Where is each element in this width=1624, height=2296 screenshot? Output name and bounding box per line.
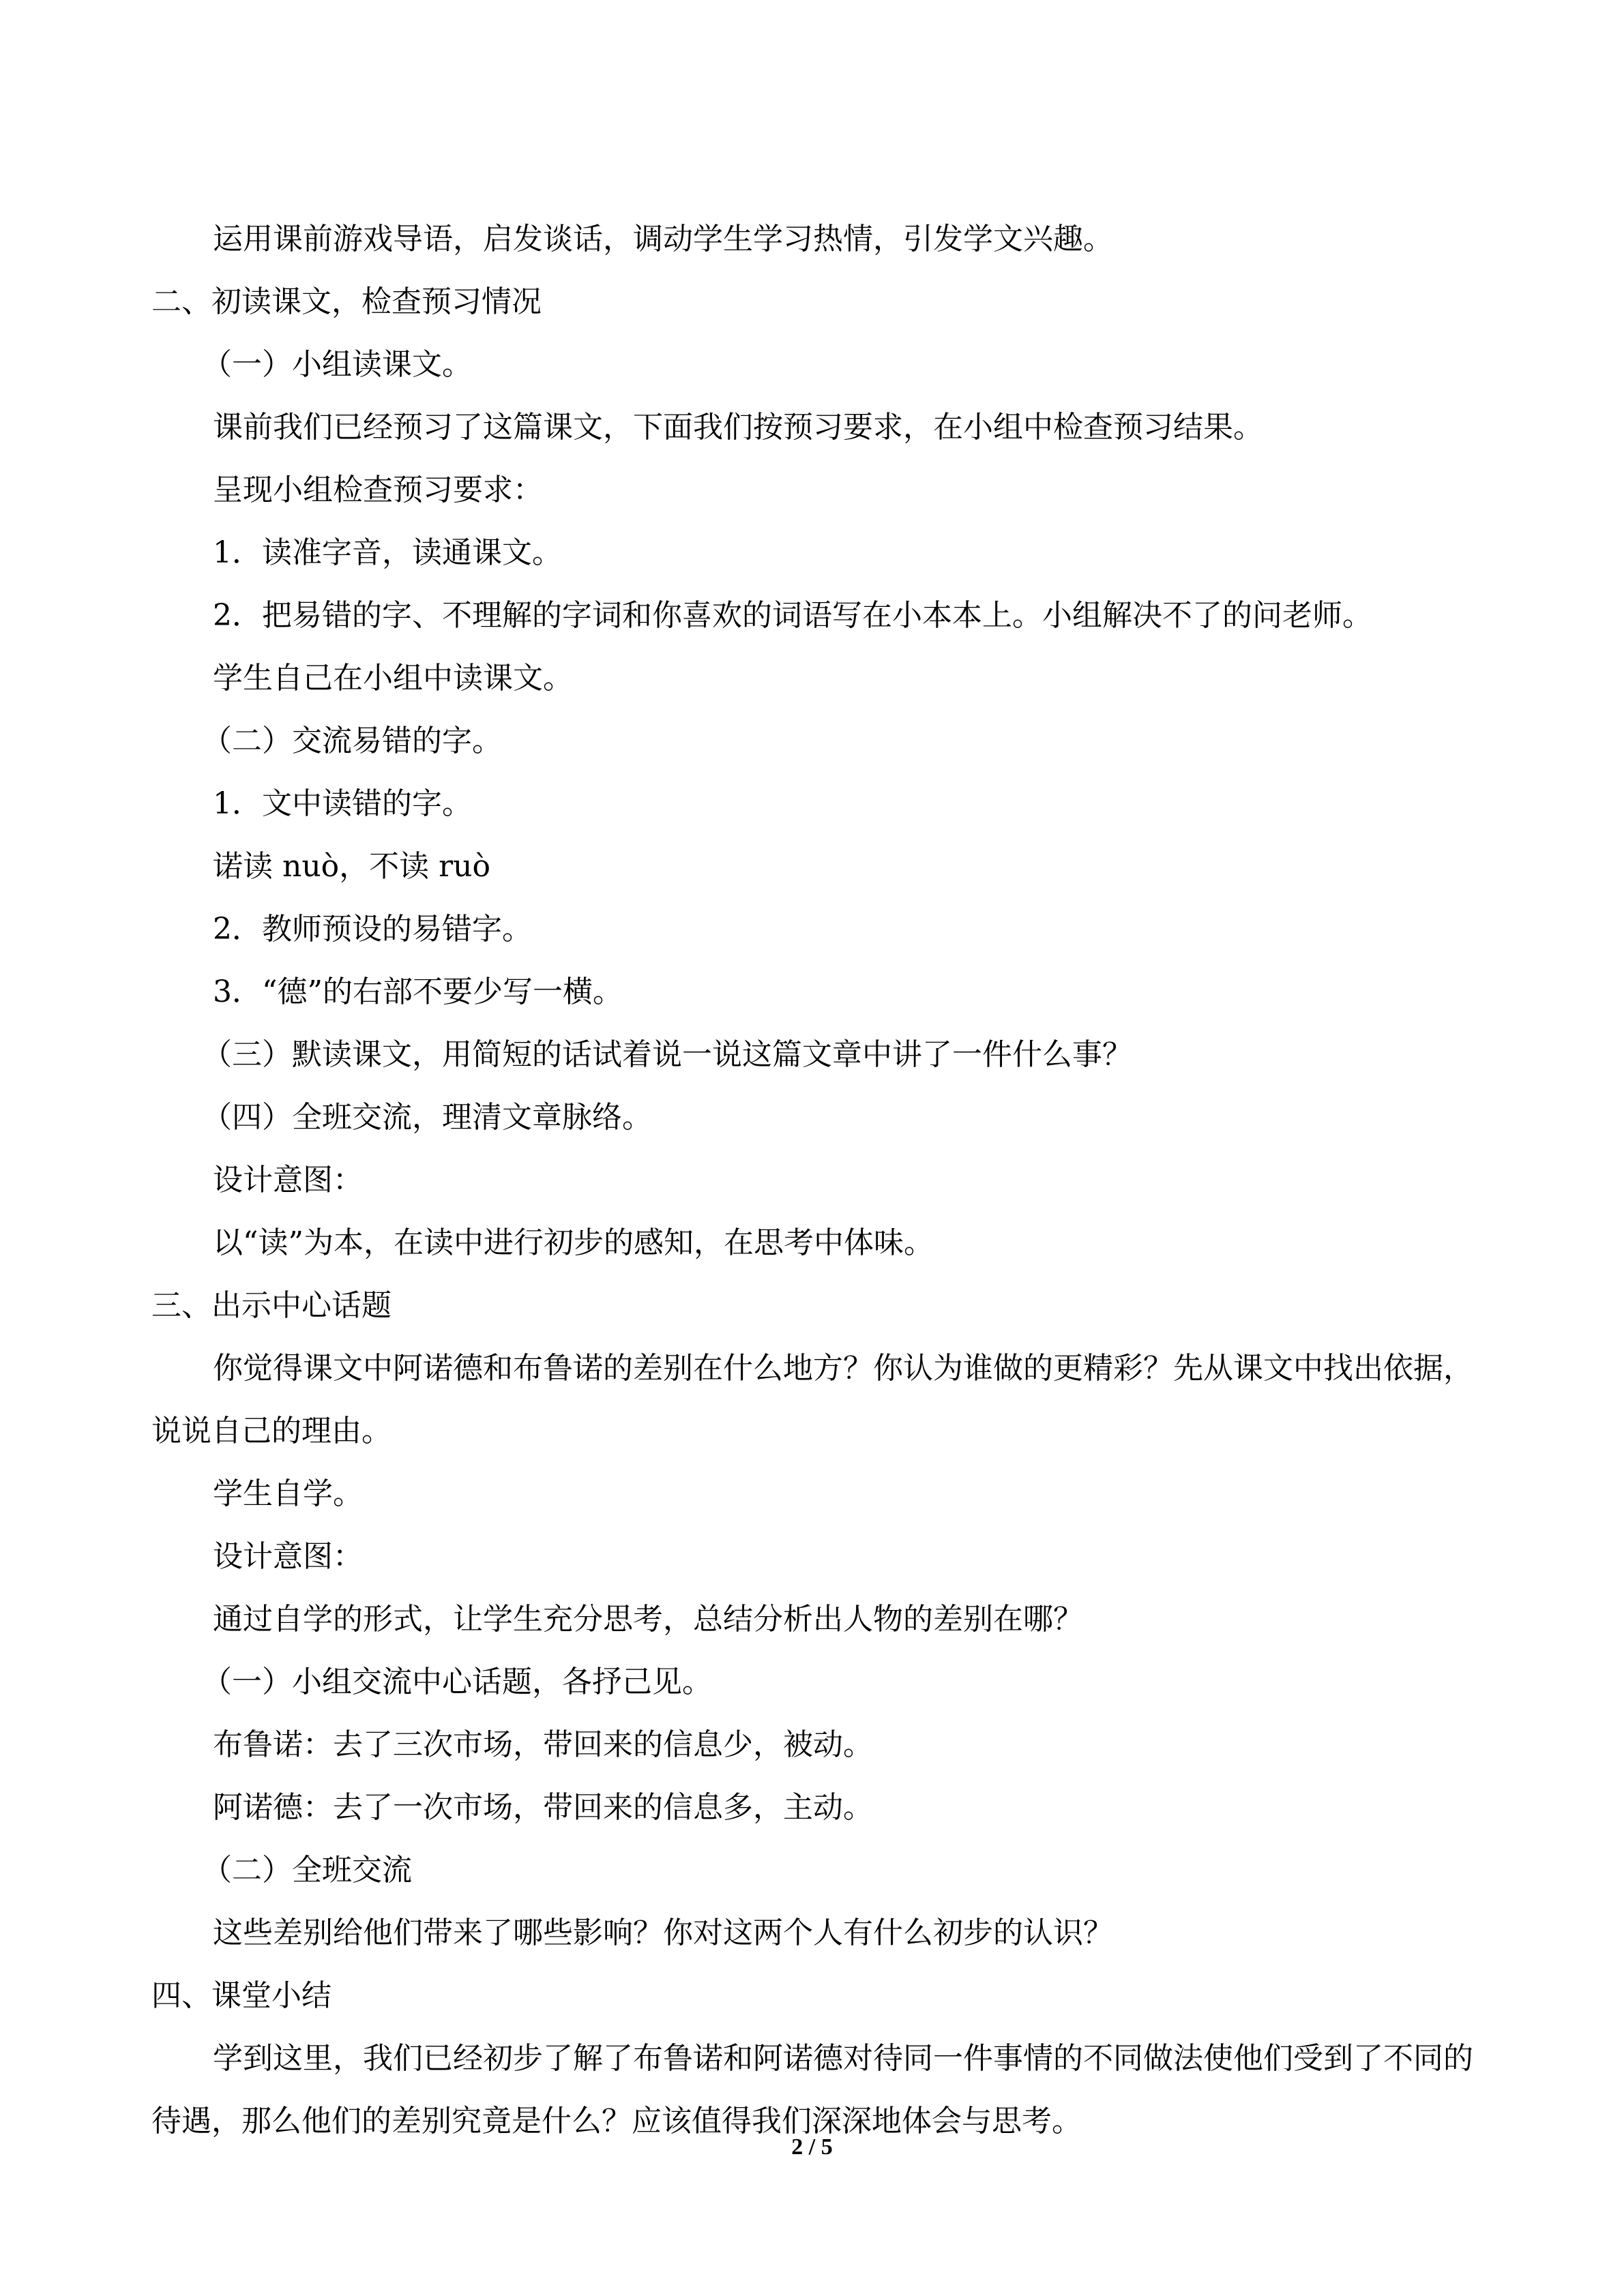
paragraph: 诺读 nuò，不读 ruò: [213, 849, 490, 884]
subsection-heading: （四）全班交流，理清文章脉络。: [202, 1100, 652, 1135]
paragraph: 课前我们已经预习了这篇课文，下面我们按预习要求，在小组中检查预习结果。: [213, 410, 1263, 445]
paragraph: 呈现小组检查预习要求：: [213, 473, 543, 507]
subsection-heading: （二）全班交流: [202, 1853, 412, 1888]
paragraph: 通过自学的形式，让学生充分思考，总结分析出人物的差别在哪？: [213, 1602, 1083, 1637]
paragraph: 这些差别给他们带来了哪些影响？你对这两个人有什么初步的认识？: [213, 1915, 1113, 1950]
list-item: 2．把易错的字、不理解的字词和你喜欢的词语写在小本本上。小组解决不了的问老师。: [213, 598, 1372, 633]
list-item: 1．读准字音，读通课文。: [213, 535, 562, 570]
section-heading: 四、课堂小结: [151, 1978, 331, 2013]
section-heading: 三、出示中心话题: [151, 1288, 392, 1323]
page-number: 2 / 5: [791, 2134, 833, 2160]
subsection-heading: （一）小组读课文。: [202, 347, 472, 382]
subsection-heading: （二）交流易错的字。: [202, 724, 502, 758]
section-heading: 二、初读课文，检查预习情况: [151, 284, 542, 319]
subsection-heading: （三）默读课文，用简短的话试着说一说这篇文章中讲了一件什么事？: [202, 1037, 1132, 1072]
paragraph: 以“读”为本，在读中进行初步的感知，在思考中体味。: [213, 1225, 934, 1260]
list-item: 3．“德”的右部不要少写一横。: [213, 974, 623, 1009]
paragraph: 学到这里，我们已经初步了解了布鲁诺和阿诺德对待同一件事情的不同做法使他们受到了不同的待遇，那么他们的差别究竟是什么？应该值得我们深深地体会与思考。: [151, 2041, 1473, 2138]
paragraph: 学生自己在小组中读课文。: [213, 661, 573, 696]
paragraph: 设计意图：: [213, 1163, 363, 1197]
list-item: 2．教师预设的易错字。: [213, 912, 532, 946]
subsection-heading: （一）小组交流中心话题，各抒己见。: [202, 1665, 712, 1699]
paragraph: 设计意图：: [213, 1539, 363, 1574]
paragraph: 学生自学。: [213, 1476, 363, 1511]
paragraph: 阿诺德：去了一次市场，带回来的信息多，主动。: [213, 1790, 873, 1825]
paragraph: 你觉得课文中阿诺德和布鲁诺的差别在什么地方？你认为谁做的更精彩？先从课文中找出依据，说说自己的理由。: [151, 1351, 1473, 1448]
paragraph: 布鲁诺：去了三次市场，带回来的信息少，被动。: [213, 1727, 873, 1762]
list-item: 1．文中读错的字。: [213, 786, 472, 821]
paragraph: 运用课前游戏导语，启发谈话，调动学生学习热情，引发学文兴趣。: [213, 222, 1113, 256]
document-body: [151, 208, 1475, 2153]
